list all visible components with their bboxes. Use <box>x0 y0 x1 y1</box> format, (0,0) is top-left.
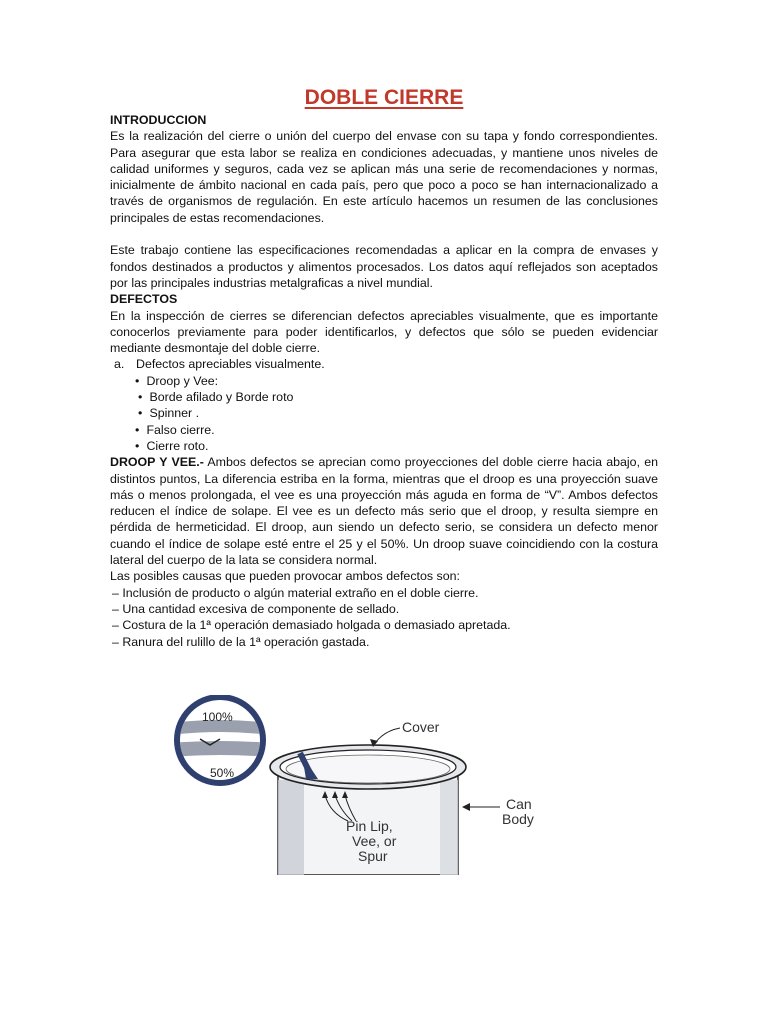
defects-list <box>110 356 658 372</box>
document-body <box>110 112 658 650</box>
bullet-icon: • <box>138 390 143 405</box>
intro-heading: INTRODUCCION <box>110 113 207 127</box>
list-item: – Ranura del rulillo de la 1ª operación gastada. <box>112 634 370 649</box>
paragraph-gap <box>110 226 658 242</box>
bullet-icon: • <box>138 406 143 421</box>
label-50-percent: 50% <box>210 766 235 780</box>
list-item: – Costura de la 1ª operación demasiado holgada o demasiado apretada. <box>112 618 511 633</box>
list-item-text: Spinner . <box>149 406 200 421</box>
list-item: – Una cantidad excesiva de componente de sellado. <box>112 601 400 616</box>
double-seam-figure <box>170 695 542 875</box>
bullet-icon: • <box>135 438 140 453</box>
document-title: DOBLE CIERRE <box>304 86 464 109</box>
can-body-shade-right <box>440 780 458 875</box>
droop-heading: DROOP Y VEE.- <box>110 455 204 470</box>
defects-paragraph: En la inspección de cierres se diferencian defectos apreciables visualmente, que es importante conocerlos previamente para poder identificarlos, y defectos que sólo se pueden evidenciar mediante desmontaje del doble cierre. <box>110 308 658 356</box>
cover-pointer <box>375 728 400 743</box>
label-pin-lip: Pin Lip, <box>346 818 393 834</box>
label-spur-text: Spur <box>358 848 388 864</box>
list-item-text: Falso cierre. <box>146 422 215 437</box>
droop-paragraph <box>110 454 658 568</box>
list-item <box>110 422 658 438</box>
bullet-icon: • <box>135 373 140 388</box>
bullet-icon: • <box>135 422 140 437</box>
droop-text: Ambos defectos se aprecian como proyecciones del doble cierre hacia abajo, en distintos puntos, La diferencia estriba en la forma, mientras que el droop es una proyección suave más o menos prolongada, el vee es una proyección más aguda en forma de “V”. Ambos defectos reducen el índice de solape. El vee es un defecto más serio que el droop, y resulta siempre en pérdida de hermeticidad. El droop, aun siendo un defecto serio, se considera un defecto menor cuando el índice de solape esté entre el 25 y el 50%. Un droop suave coincidiendo con la costura lateral del cuerpo de la lata se considera normal. <box>110 455 659 568</box>
list-item-text: Defectos apreciables visualmente. <box>136 357 325 372</box>
label-body: Body <box>502 811 534 827</box>
defects-heading: DEFECTOS <box>110 292 178 307</box>
list-item <box>110 389 658 405</box>
label-can: Can <box>506 796 532 812</box>
intro-paragraph-2: Este trabajo contiene las especificaciones recomendadas a aplicar en la compra de envases y fondos destinados a productos y alimentos procesados. Los datos aquí reflejados son aceptados por las principales industrias metalgraficas a nivel mundial. <box>110 243 658 290</box>
label-100-percent: 100% <box>202 710 233 724</box>
can-body-shade <box>278 780 304 875</box>
list-item <box>110 405 658 421</box>
label-cover: Cover <box>402 719 440 735</box>
intro-paragraph-1: Es la realización del cierre o unión del cuerpo del envase con su tapa y fondo correspondientes. Para asegurar que esta labor se realiza en condiciones adecuadas, y mantiene unos niveles de calidad uniformes y seguros, cada vez se aplican más una serie de recomendaciones y normas, inicialmente de ámbito nacional en cada país, pero que poco a poco se han internacionalizado a través de organismos de regulación. En este artículo hacemos un resumen de las conclusiones principales de estas recomendaciones. <box>110 129 658 225</box>
list-item: – Inclusión de producto o algún material extraño en el doble cierre. <box>112 585 479 600</box>
causes-intro: Las posibles causas que pueden provocar ambos defectos son: <box>110 569 460 584</box>
list-item <box>110 438 658 454</box>
label-vee-or: Vee, or <box>352 833 397 849</box>
can-diagram <box>170 695 542 875</box>
list-item <box>110 373 658 389</box>
list-item-text: Borde afilado y Borde roto <box>149 390 294 405</box>
list-item-text: Droop y Vee: <box>146 373 219 388</box>
visual-defects-list <box>110 373 658 454</box>
list-marker: a. <box>114 357 125 372</box>
list-item-text: Cierre roto. <box>146 438 209 453</box>
body-arrowhead <box>462 803 470 811</box>
causes-list <box>110 585 658 650</box>
list-item <box>110 356 658 372</box>
